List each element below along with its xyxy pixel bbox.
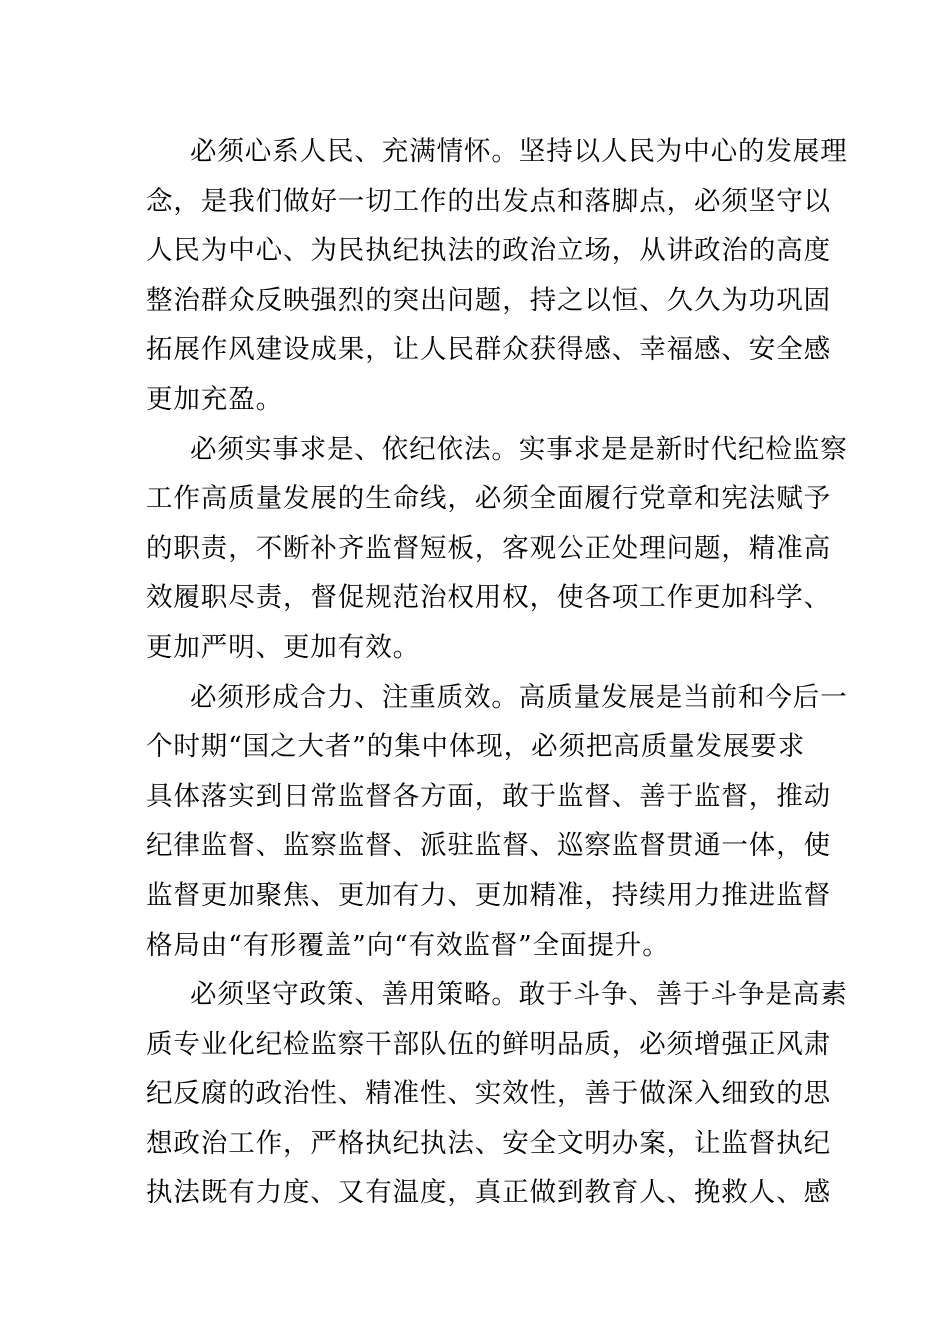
text-line: 必须心系人民、充满情怀。坚持以人民为中心的发展理 xyxy=(190,136,848,167)
text-line: 整治群众反映强烈的突出问题，持之以恒、久久为功巩固 xyxy=(146,284,831,316)
text-line: 的职责，不断补齐监督短板，客观公正处理问题，精准高 xyxy=(146,532,831,564)
paragraph-4 xyxy=(146,970,848,1218)
text-line: 更加充盈。 xyxy=(146,383,283,415)
text-line: 更加严明、更加有效。 xyxy=(146,631,420,663)
text-line: 纪律监督、监察监督、派驻监督、巡察监督贯通一体，使 xyxy=(146,830,831,862)
paragraph-2 xyxy=(146,425,848,673)
text-line: 个时期“国之大者”的集中体现，必须把高质量发展要求 xyxy=(146,731,806,763)
text-line: 纪反腐的政治性、精准性、实效性，善于做深入细致的思 xyxy=(146,1078,831,1110)
paragraph-1 xyxy=(146,127,848,425)
text-line: 执法既有力度、又有温度，真正做到教育人、挽救人、感 xyxy=(146,1177,831,1209)
paragraph-3 xyxy=(146,673,848,971)
text-line: 效履职尽责，督促规范治权用权，使各项工作更加科学、 xyxy=(146,582,831,614)
text-line: 必须实事求是、依纪依法。实事求是是新时代纪检监察 xyxy=(190,433,848,465)
text-line: 格局由“有形覆盖”向“有效监督”全面提升。 xyxy=(146,929,670,961)
text-line: 必须坚守政策、善用策略。敢于斗争、善于斗争是高素 xyxy=(190,979,848,1011)
text-line: 质专业化纪检监察干部队伍的鲜明品质，必须增强正风肃 xyxy=(146,1028,831,1060)
text-line: 必须形成合力、注重质效。高质量发展是当前和今后一 xyxy=(190,681,848,713)
text-line: 工作高质量发展的生命线，必须全面履行党章和宪法赋予 xyxy=(146,483,831,515)
text-line: 拓展作风建设成果，让人民群众获得感、幸福感、安全感 xyxy=(146,334,831,366)
text-line: 监督更加聚焦、更加有力、更加精准，持续用力推进监督 xyxy=(146,879,831,911)
text-line: 想政治工作，严格执纪执法、安全文明办案，让监督执纪 xyxy=(146,1127,831,1159)
text-line: 具体落实到日常监督各方面，敢于监督、善于监督，推动 xyxy=(146,780,831,812)
document-body xyxy=(146,127,848,1218)
text-line: 人民为中心、为民执纪执法的政治立场，从讲政治的高度 xyxy=(146,235,831,267)
text-line: 念，是我们做好一切工作的出发点和落脚点，必须坚守以 xyxy=(146,185,831,217)
